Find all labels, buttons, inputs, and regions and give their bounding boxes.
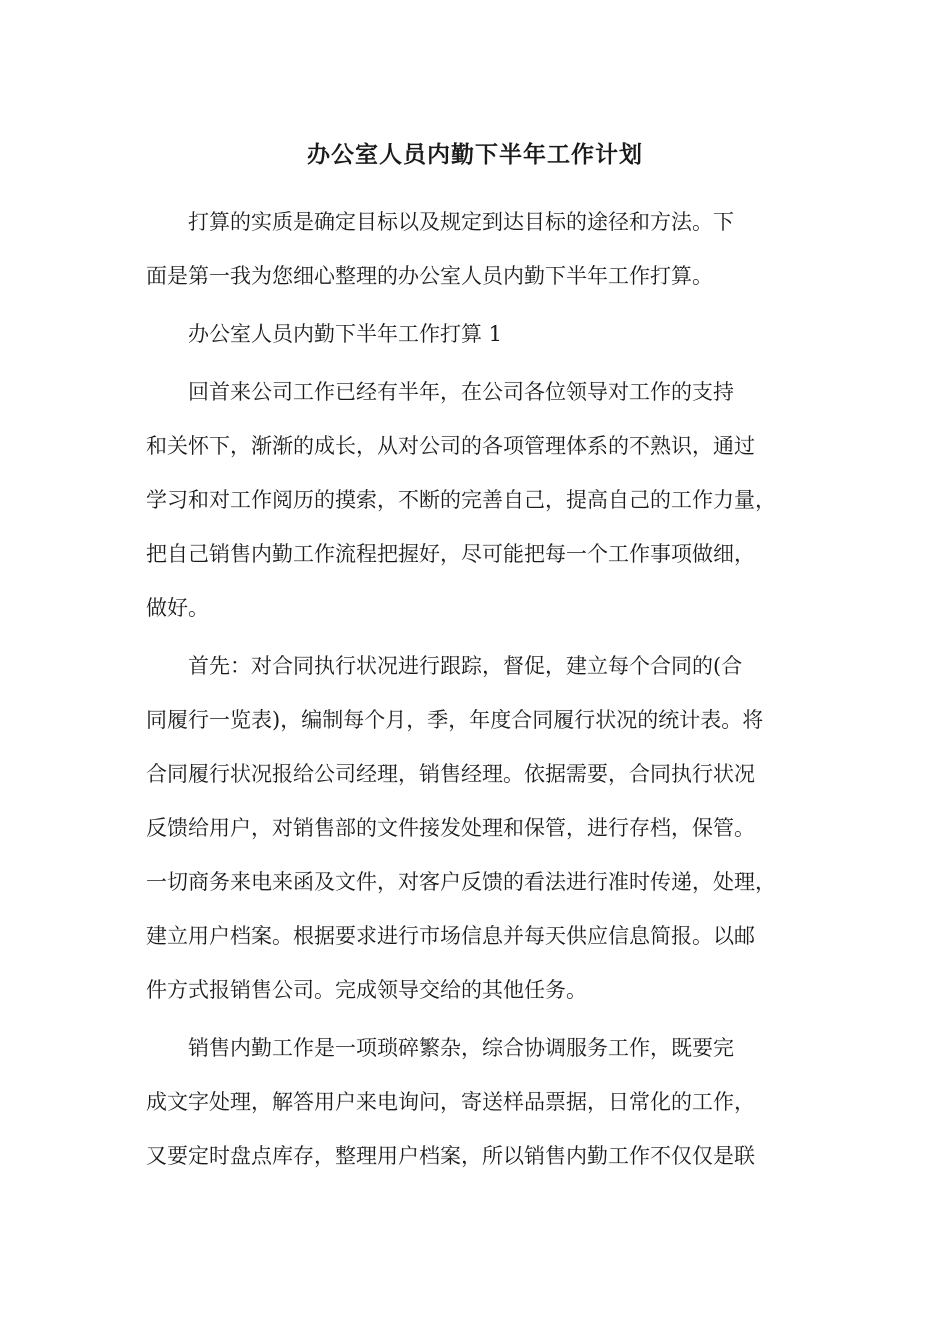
text-line: 成文字处理，解答用户来电询问，寄送样品票据，日常化的工作， (146, 1090, 755, 1114)
document-body (146, 203, 806, 1175)
text-line: 学习和对工作阅历的摸索，不断的完善自己，提高自己的工作力量， (146, 488, 776, 512)
text-line: 回首来公司工作已经有半年，在公司各位领导对工作的支持 (188, 380, 734, 404)
text-line: 办公室人员内勤下半年工作打算 1 (188, 322, 503, 346)
text-line: 面是第一我为您细心整理的办公室人员内勤下半年工作打算。 (146, 264, 713, 288)
text-line: 把自己销售内勤工作流程把握好，尽可能把每一个工作事项做细， (146, 542, 755, 566)
text-line: 打算的实质是确定目标以及规定到达目标的途径和方法。下 (188, 210, 734, 234)
text-line: 又要定时盘点库存，整理用户档案，所以销售内勤工作不仅仅是联 (146, 1144, 755, 1168)
paragraph-intro (146, 203, 806, 295)
text-line: 一切商务来电来函及文件，对客户反馈的看法进行准时传递，处理， (146, 870, 776, 894)
text-line: 做好。 (146, 596, 209, 620)
paragraph-contracts (146, 647, 806, 1009)
paragraph-review (146, 373, 806, 627)
text-line: 同履行一览表)，编制每个月，季，年度合同履行状况的统计表。将 (146, 708, 764, 732)
document-title: 办公室人员内勤下半年工作计划 (307, 141, 643, 168)
paragraph-sales-duties (146, 1029, 806, 1175)
text-line: 和关怀下，渐渐的成长，从对公司的各项管理体系的不熟识，通过 (146, 434, 755, 458)
text-line: 合同履行状况报给公司经理，销售经理。依据需要，合同执行状况 (146, 762, 755, 786)
text-line: 建立用户档案。根据要求进行市场信息并每天供应信息简报。以邮 (146, 924, 755, 948)
text-line: 件方式报销售公司。完成领导交给的其他任务。 (146, 978, 587, 1002)
text-line: 反馈给用户，对销售部的文件接发处理和保管，进行存档，保管。 (146, 816, 755, 840)
text-line: 销售内勤工作是一项琐碎繁杂，综合协调服务工作，既要完 (188, 1036, 734, 1060)
section-heading (146, 315, 806, 353)
text-line: 首先：对合同执行状况进行跟踪，督促，建立每个合同的(合 (188, 654, 743, 678)
